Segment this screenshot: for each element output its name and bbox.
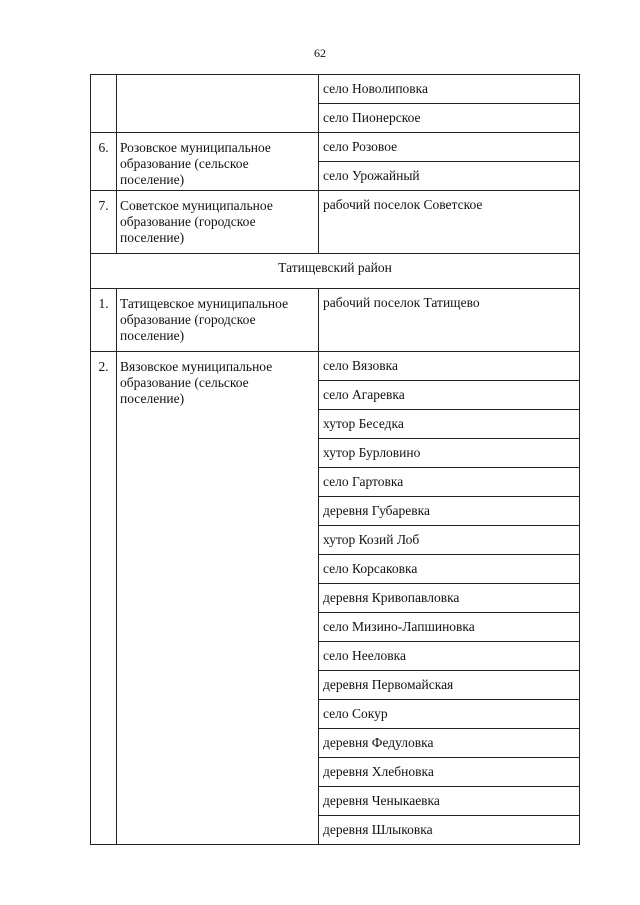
table-row	[91, 352, 580, 381]
settlement-name: рабочий поселок Советское	[319, 191, 580, 254]
municipality-name: Советское муниципальное образование (городское поселение)	[117, 191, 319, 254]
settlement-name: село Урожайный	[319, 162, 580, 191]
municipality-name: Татищевское муниципальное образование (городское поселение)	[117, 289, 319, 352]
table-row	[91, 289, 580, 352]
registry-rows-before	[91, 75, 580, 254]
page-number: 62	[314, 46, 326, 60]
table-row	[91, 75, 580, 104]
municipality-name: Розовское муниципальное образование (сельское поселение)	[117, 133, 319, 191]
settlement-name: село Корсаковка	[319, 555, 580, 584]
district-section	[91, 254, 580, 289]
settlement-name: село Агаревка	[319, 381, 580, 410]
entry-number: 2.	[91, 352, 117, 845]
settlement-name: село Новолиповка	[319, 75, 580, 104]
settlement-name: деревня Первомайская	[319, 671, 580, 700]
table-row	[91, 191, 580, 254]
settlement-name: село Вязовка	[319, 352, 580, 381]
settlement-name: деревня Губаревка	[319, 497, 580, 526]
settlement-name: хутор Беседка	[319, 410, 580, 439]
settlement-name: деревня Федуловка	[319, 729, 580, 758]
settlement-name: село Розовое	[319, 133, 580, 162]
settlement-name: село Мизино-Лапшиновка	[319, 613, 580, 642]
district-row	[91, 254, 580, 289]
settlement-name: деревня Шлыковка	[319, 816, 580, 845]
entry-number	[91, 75, 117, 133]
settlement-name: рабочий поселок Татищево	[319, 289, 580, 352]
settlement-name: село Пионерское	[319, 104, 580, 133]
district-header: Татищевский район	[91, 254, 580, 289]
registry-rows-after	[91, 289, 580, 845]
settlement-name: село Гартовка	[319, 468, 580, 497]
entry-number: 1.	[91, 289, 117, 352]
settlement-name: деревня Хлебновка	[319, 758, 580, 787]
entry-number: 7.	[91, 191, 117, 254]
settlement-name: село Нееловка	[319, 642, 580, 671]
settlement-name: хутор Бурловино	[319, 439, 580, 468]
settlement-name: деревня Кривопавловка	[319, 584, 580, 613]
municipality-name	[117, 75, 319, 133]
settlement-name: хутор Козий Лоб	[319, 526, 580, 555]
settlement-registry-table	[90, 74, 580, 845]
table-row	[91, 133, 580, 162]
settlement-name: деревня Ченыкаевка	[319, 787, 580, 816]
entry-number: 6.	[91, 133, 117, 191]
settlement-name: село Сокур	[319, 700, 580, 729]
municipality-name: Вязовское муниципальное образование (сельское поселение)	[117, 352, 319, 845]
